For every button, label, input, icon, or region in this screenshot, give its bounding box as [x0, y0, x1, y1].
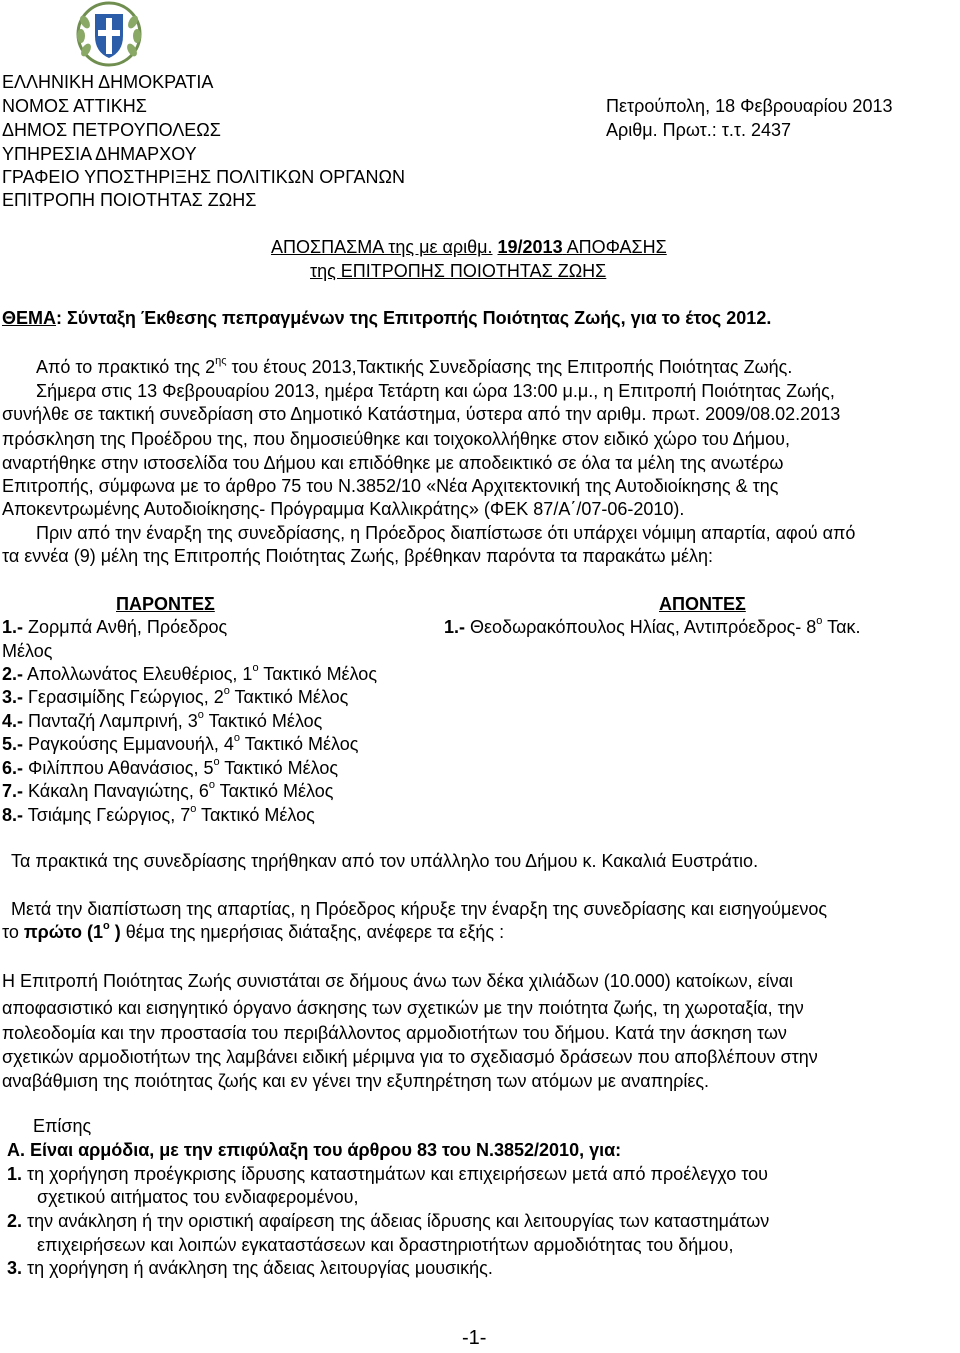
present-member: 6.- Φιλίππου Αθανάσιος, $5^o$ Τακτικό Μέλος — [2, 756, 339, 778]
intro-line: Επιτροπής, σύμφωνα με το άρθρο 75 του Ν.3852/10 «Νέα Αρχιτεκτονική της Αυτοδιοίκησης & της — [2, 476, 779, 496]
page-number: -1- — [462, 1327, 487, 1349]
intro-line: Πριν από την έναρξη της συνεδρίασης, η Πρόεδρος διαπίστωσε ότι υπάρχει νόμιμη απαρτία, αφού από — [36, 523, 856, 543]
present-member: 5.- Ραγκούσης Εμμανουήλ, $4^o$ Τακτικό Μέλος — [2, 732, 359, 754]
header-line: ΝΟΜΟΣ ΑΤΤΙΚΗΣ — [2, 96, 147, 116]
intro-line: Από το πρακτικό της $2^{\eta\varsigma}$ του έτους 2013,Τακτικής Συνεδρίασης της Επιτροπής Ποιότητας Ζωής. — [36, 355, 793, 377]
protocol-number: Αριθμ. Πρωτ.: τ.τ. 2437 — [606, 120, 792, 140]
greek-emblem-icon — [73, 0, 145, 68]
agenda-line: Μετά την διαπίστωση της απαρτίας, η Πρόεδρος κήρυξε την έναρξη της συνεδρίασης και εισηγούμενος — [11, 899, 828, 919]
present-member: 7.- Κάκαλη Παναγιώτης, $6^o$ Τακτικό Μέλος — [2, 779, 334, 801]
list-item-continuation: σχετικού αιτήματος του ενδιαφερομένου, — [37, 1187, 359, 1207]
absent-heading: ΑΠΟΝΤΕΣ — [659, 594, 746, 614]
body-line: Η Επιτροπή Ποιότητας Ζωής συνιστάται σε δήμους άνω των δέκα χιλιάδων (10.000) κατοίκων, είναι — [2, 971, 794, 991]
present-heading: ΠΑΡΟΝΤΕΣ — [116, 594, 215, 614]
intro-line: συνήλθε σε τακτική συνεδρίαση στο Δημοτικό Κατάστημα, ύστερα από την αριθμ. πρωτ. 2009/08.02.2013 — [2, 404, 841, 424]
absent-member: 1.- Θεοδωρακόπουλος Ηλίας, Αντιπρόεδρος- $8^o$ Τακ. — [444, 615, 861, 637]
list-item: 1. τη χορήγηση προέγκρισης ίδρυσης καταστημάτων και επιχειρήσεων μετά από προέλεγχο του — [7, 1164, 768, 1184]
header-line: ΓΡΑΦΕΙΟ ΥΠΟΣΤΗΡΙΞΗΣ ΠΟΛΙΤΙΚΩΝ ΟΡΓΑΝΩΝ — [2, 167, 405, 187]
body-line: αποφασιστικό και εισηγητικό όργανο άσκησης των σχετικών με την ποιότητα ζωής, τη χωροταξία, την — [2, 998, 804, 1018]
list-item-continuation: επιχειρήσεων και λοιπών εγκαταστάσεων και δραστηριοτήτων αρμοδιότητας του δήμου, — [37, 1235, 734, 1255]
intro-line: Σήμερα στις 13 Φεβρουαρίου 2013, ημέρα Τετάρτη και ώρα 13:00 μ.μ., η Επιτροπή Ποιότητας Ζωής, — [36, 381, 835, 401]
header-line: ΕΛΛΗΝΙΚΗ ΔΗΜΟΚΡΑΤΙΑ — [2, 72, 214, 92]
present-member: 1.- Ζορμπά Ανθή, Πρόεδρος — [2, 617, 228, 637]
present-member: 2.- Απολλωνάτος Ελευθέριος, $1^o$ Τακτικό Μέλος — [2, 662, 377, 684]
list-item: 2. την ανάκληση ή την οριστική αφαίρεση της άδειας ίδρυσης και λειτουργίας των καταστημάτων — [7, 1211, 770, 1231]
place-date: Πετρούπολη, 18 Φεβρουαρίου 2013 — [606, 96, 893, 116]
intro-line: τα εννέα (9) μέλη της Επιτροπής Ποιότητας Ζωής, βρέθηκαν παρόντα τα παρακάτω μέλη: — [2, 546, 714, 566]
minutes-note: Τα πρακτικά της συνεδρίασης τηρήθηκαν από τον υπάλληλο του Δήμου κ. Κακαλιά Ευστράτιο. — [11, 851, 759, 871]
header-line: ΥΠΗΡΕΣΙΑ ΔΗΜΑΡΧΟΥ — [2, 144, 197, 164]
subject-label: ΘΕΜΑ — [2, 308, 56, 328]
present-member: 3.- Γερασιμίδης Γεώργιος, $2^o$ Τακτικό Μέλος — [2, 685, 349, 707]
subject-line: ΘΕΜΑ: Σύνταξη Έκθεσης πεπραγμένων της Επιτροπής Ποιότητας Ζωής, για το έτος 2012. — [2, 308, 772, 328]
extract-title: ΑΠΟΣΠΑΣΜΑ της με αριθμ. 19/2013 ΑΠΟΦΑΣΗΣ — [271, 237, 667, 257]
header-line: ΕΠΙΤΡΟΠΗ ΠΟΙΟΤΗΤΑΣ ΖΩΗΣ — [2, 190, 257, 210]
body-line: σχετικών αρμοδιοτήτων της λαμβάνει ειδική μέριμνα για το σχεδιασμό δράσεων που αποβλέπουν στην — [2, 1047, 818, 1067]
body-line: πολεοδομία και την προστασία του περιβάλλοντος αρμοδιοτήτων του δήμου. Κατά την άσκηση των — [2, 1023, 787, 1043]
intro-line: Αποκεντρωμένης Αυτοδιοίκησης- Πρόγραμμα Καλλικράτης» (ΦΕΚ 87/Α΄/07-06-2010). — [2, 499, 685, 519]
header-line: ΔΗΜΟΣ ΠΕΤΡΟΥΠΟΛΕΩΣ — [2, 120, 221, 140]
present-member: 8.- Τσιάμης Γεώργιος, $7^o$ Τακτικό Μέλος — [2, 803, 315, 825]
body-line: αναβάθμιση της ποιότητας ζωής και εν γένει την εξυπηρέτηση των ατόμων με αναπηρίες. — [2, 1071, 710, 1091]
agenda-line: το πρώτο ($1^o$ ) θέμα της ημερήσιας διάταξης, ανέφερε τα εξής : — [2, 920, 505, 942]
extract-subtitle: της ΕΠΙΤΡΟΠΗΣ ΠΟΙΟΤΗΤΑΣ ΖΩΗΣ — [310, 261, 607, 281]
absent-member-continuation: Μέλος — [2, 641, 53, 661]
intro-line: πρόσκληση της Προέδρου της, που δημοσιεύθηκε και τοιχοκολλήθηκε στον ειδικό χώρο του Δήμου, — [2, 429, 790, 449]
also-label: Επίσης — [33, 1116, 92, 1136]
section-a-heading: Α. Είναι αρμόδια, με την επιφύλαξη του άρθρου 83 του Ν.3852/2010, για: — [7, 1140, 622, 1160]
list-item: 3. τη χορήγηση ή ανάκληση της άδειας λειτουργίας μουσικής. — [7, 1258, 493, 1278]
present-member: 4.- Πανταζή Λαμπρινή, $3^o$ Τακτικό Μέλος — [2, 709, 323, 731]
intro-line: αναρτήθηκε στην ιστοσελίδα του Δήμου και επιδόθηκε με αποδεικτικό σε όλα τα μέλη της ανωτέρω — [2, 453, 784, 473]
